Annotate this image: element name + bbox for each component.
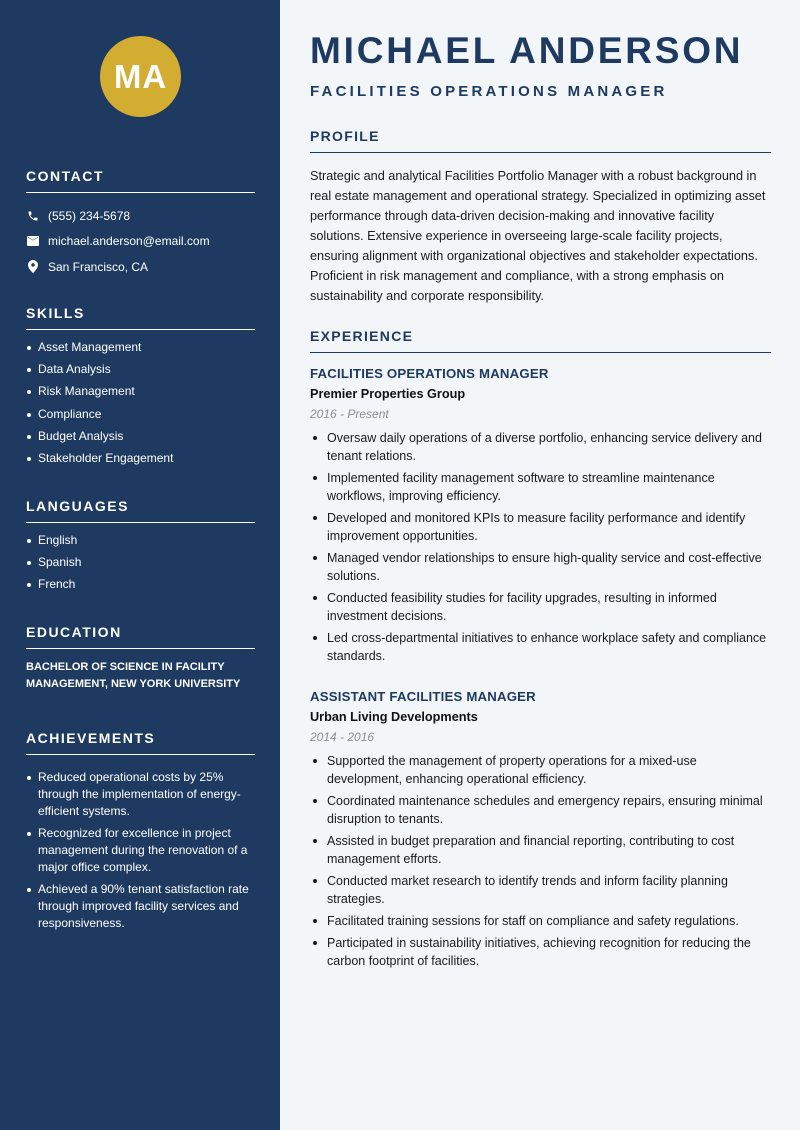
email-icon	[26, 235, 39, 248]
duty-item: Conducted feasibility studies for facility upgrades, resulting in informed investment decisions.	[310, 589, 771, 625]
experience-section	[310, 328, 771, 353]
skill-item: Budget Analysis	[26, 428, 255, 445]
achievements-section	[26, 730, 255, 937]
duty-item: Managed vendor relationships to ensure high-quality service and cost-effective solutions.	[310, 549, 771, 585]
duty-item: Facilitated training sessions for staff on compliance and safety regulations.	[310, 912, 771, 930]
profile-text: Strategic and analytical Facilities Portfolio Manager with a robust background in real estate management and operational strategy. Specialized in optimizing asset performance through data-driven decision-making and innovative facility solutions. Extensive experience in overseeing large-scale facility projects, ensuring alignment with organizational objectives and stakeholder expectations. Proficient in risk management and compliance, with a strong emphasis on sustainability and corporate responsibility.	[310, 169, 766, 303]
job-duties	[310, 752, 771, 970]
achievement-item: Recognized for excellence in project management during the renovation of a major office complex.	[26, 825, 255, 876]
duty-item: Coordinated maintenance schedules and emergency repairs, ensuring minimal disruption to tenants.	[310, 792, 771, 828]
languages-section	[26, 498, 255, 599]
profile-section	[310, 128, 771, 306]
job-duties	[310, 429, 771, 665]
job-entry	[310, 689, 771, 974]
duty-item: Oversaw daily operations of a diverse portfolio, enhancing service delivery and tenant relations.	[310, 429, 771, 465]
education-heading: EDUCATION	[26, 624, 255, 649]
job-company: Premier Properties Group	[310, 387, 466, 401]
job-entry	[310, 366, 771, 669]
skill-item: Stakeholder Engagement	[26, 450, 255, 467]
language-item: English	[26, 532, 255, 549]
skills-heading: SKILLS	[26, 305, 255, 330]
email-text: michael.anderson@email.com	[48, 234, 210, 249]
phone-text: (555) 234-5678	[48, 208, 131, 223]
skills-list	[26, 339, 255, 467]
contact-heading: CONTACT	[26, 168, 255, 193]
sidebar	[0, 0, 280, 1130]
duty-item: Developed and monitored KPIs to measure facility performance and identify improvement opportunities.	[310, 509, 771, 545]
avatar	[100, 36, 181, 117]
job-role: FACILITIES OPERATIONS MANAGER	[310, 366, 549, 381]
phone-icon	[26, 209, 39, 222]
candidate-name: MICHAEL ANDERSON	[310, 30, 744, 71]
achievement-item: Achieved a 90% tenant satisfaction rate through improved facility services and responsiveness.	[26, 881, 255, 932]
contact-location	[26, 254, 255, 280]
location-pin-icon	[26, 260, 39, 273]
achievements-list	[26, 769, 255, 932]
duty-item: Participated in sustainability initiatives, achieving recognition for reducing the carbon footprint of facilities.	[310, 934, 771, 970]
language-item: French	[26, 576, 255, 593]
skills-section	[26, 305, 255, 472]
achievements-heading: ACHIEVEMENTS	[26, 730, 255, 755]
education-degree: BACHELOR OF SCIENCE IN FACILITY MANAGEMENT, NEW YORK UNIVERSITY	[26, 661, 241, 690]
job-dates: 2014 - 2016	[310, 730, 375, 744]
languages-heading: LANGUAGES	[26, 498, 255, 523]
skill-item: Risk Management	[26, 383, 255, 400]
language-item: Spanish	[26, 554, 255, 571]
duty-item: Conducted market research to identify trends and inform facility planning strategies.	[310, 872, 771, 908]
job-dates: 2016 - Present	[310, 407, 389, 421]
duty-item: Assisted in budget preparation and financial reporting, contributing to cost management efforts.	[310, 832, 771, 868]
duty-item: Supported the management of property operations for a mixed-use development, enhancing operational efficiency.	[310, 752, 771, 788]
job-role: ASSISTANT FACILITIES MANAGER	[310, 689, 536, 704]
duty-item: Implemented facility management software to streamline maintenance workflows, improving efficiency.	[310, 469, 771, 505]
location-text: San Francisco, CA	[48, 259, 149, 274]
candidate-title: FACILITIES OPERATIONS MANAGER	[310, 83, 668, 100]
avatar-initials: MA	[113, 57, 168, 95]
profile-heading: PROFILE	[310, 128, 771, 153]
contact-section	[26, 168, 255, 280]
duty-item: Led cross-departmental initiatives to enhance workplace safety and compliance standards.	[310, 629, 771, 665]
contact-phone	[26, 203, 255, 229]
education-section	[26, 624, 255, 693]
contact-list	[26, 203, 255, 280]
skill-item: Data Analysis	[26, 361, 255, 378]
achievement-item: Reduced operational costs by 25% through the implementation of energy-efficient systems.	[26, 769, 255, 820]
languages-list	[26, 532, 255, 593]
job-company: Urban Living Developments	[310, 710, 478, 724]
experience-heading: EXPERIENCE	[310, 328, 771, 353]
skill-item: Compliance	[26, 406, 255, 423]
skill-item: Asset Management	[26, 339, 255, 356]
contact-email	[26, 229, 255, 255]
